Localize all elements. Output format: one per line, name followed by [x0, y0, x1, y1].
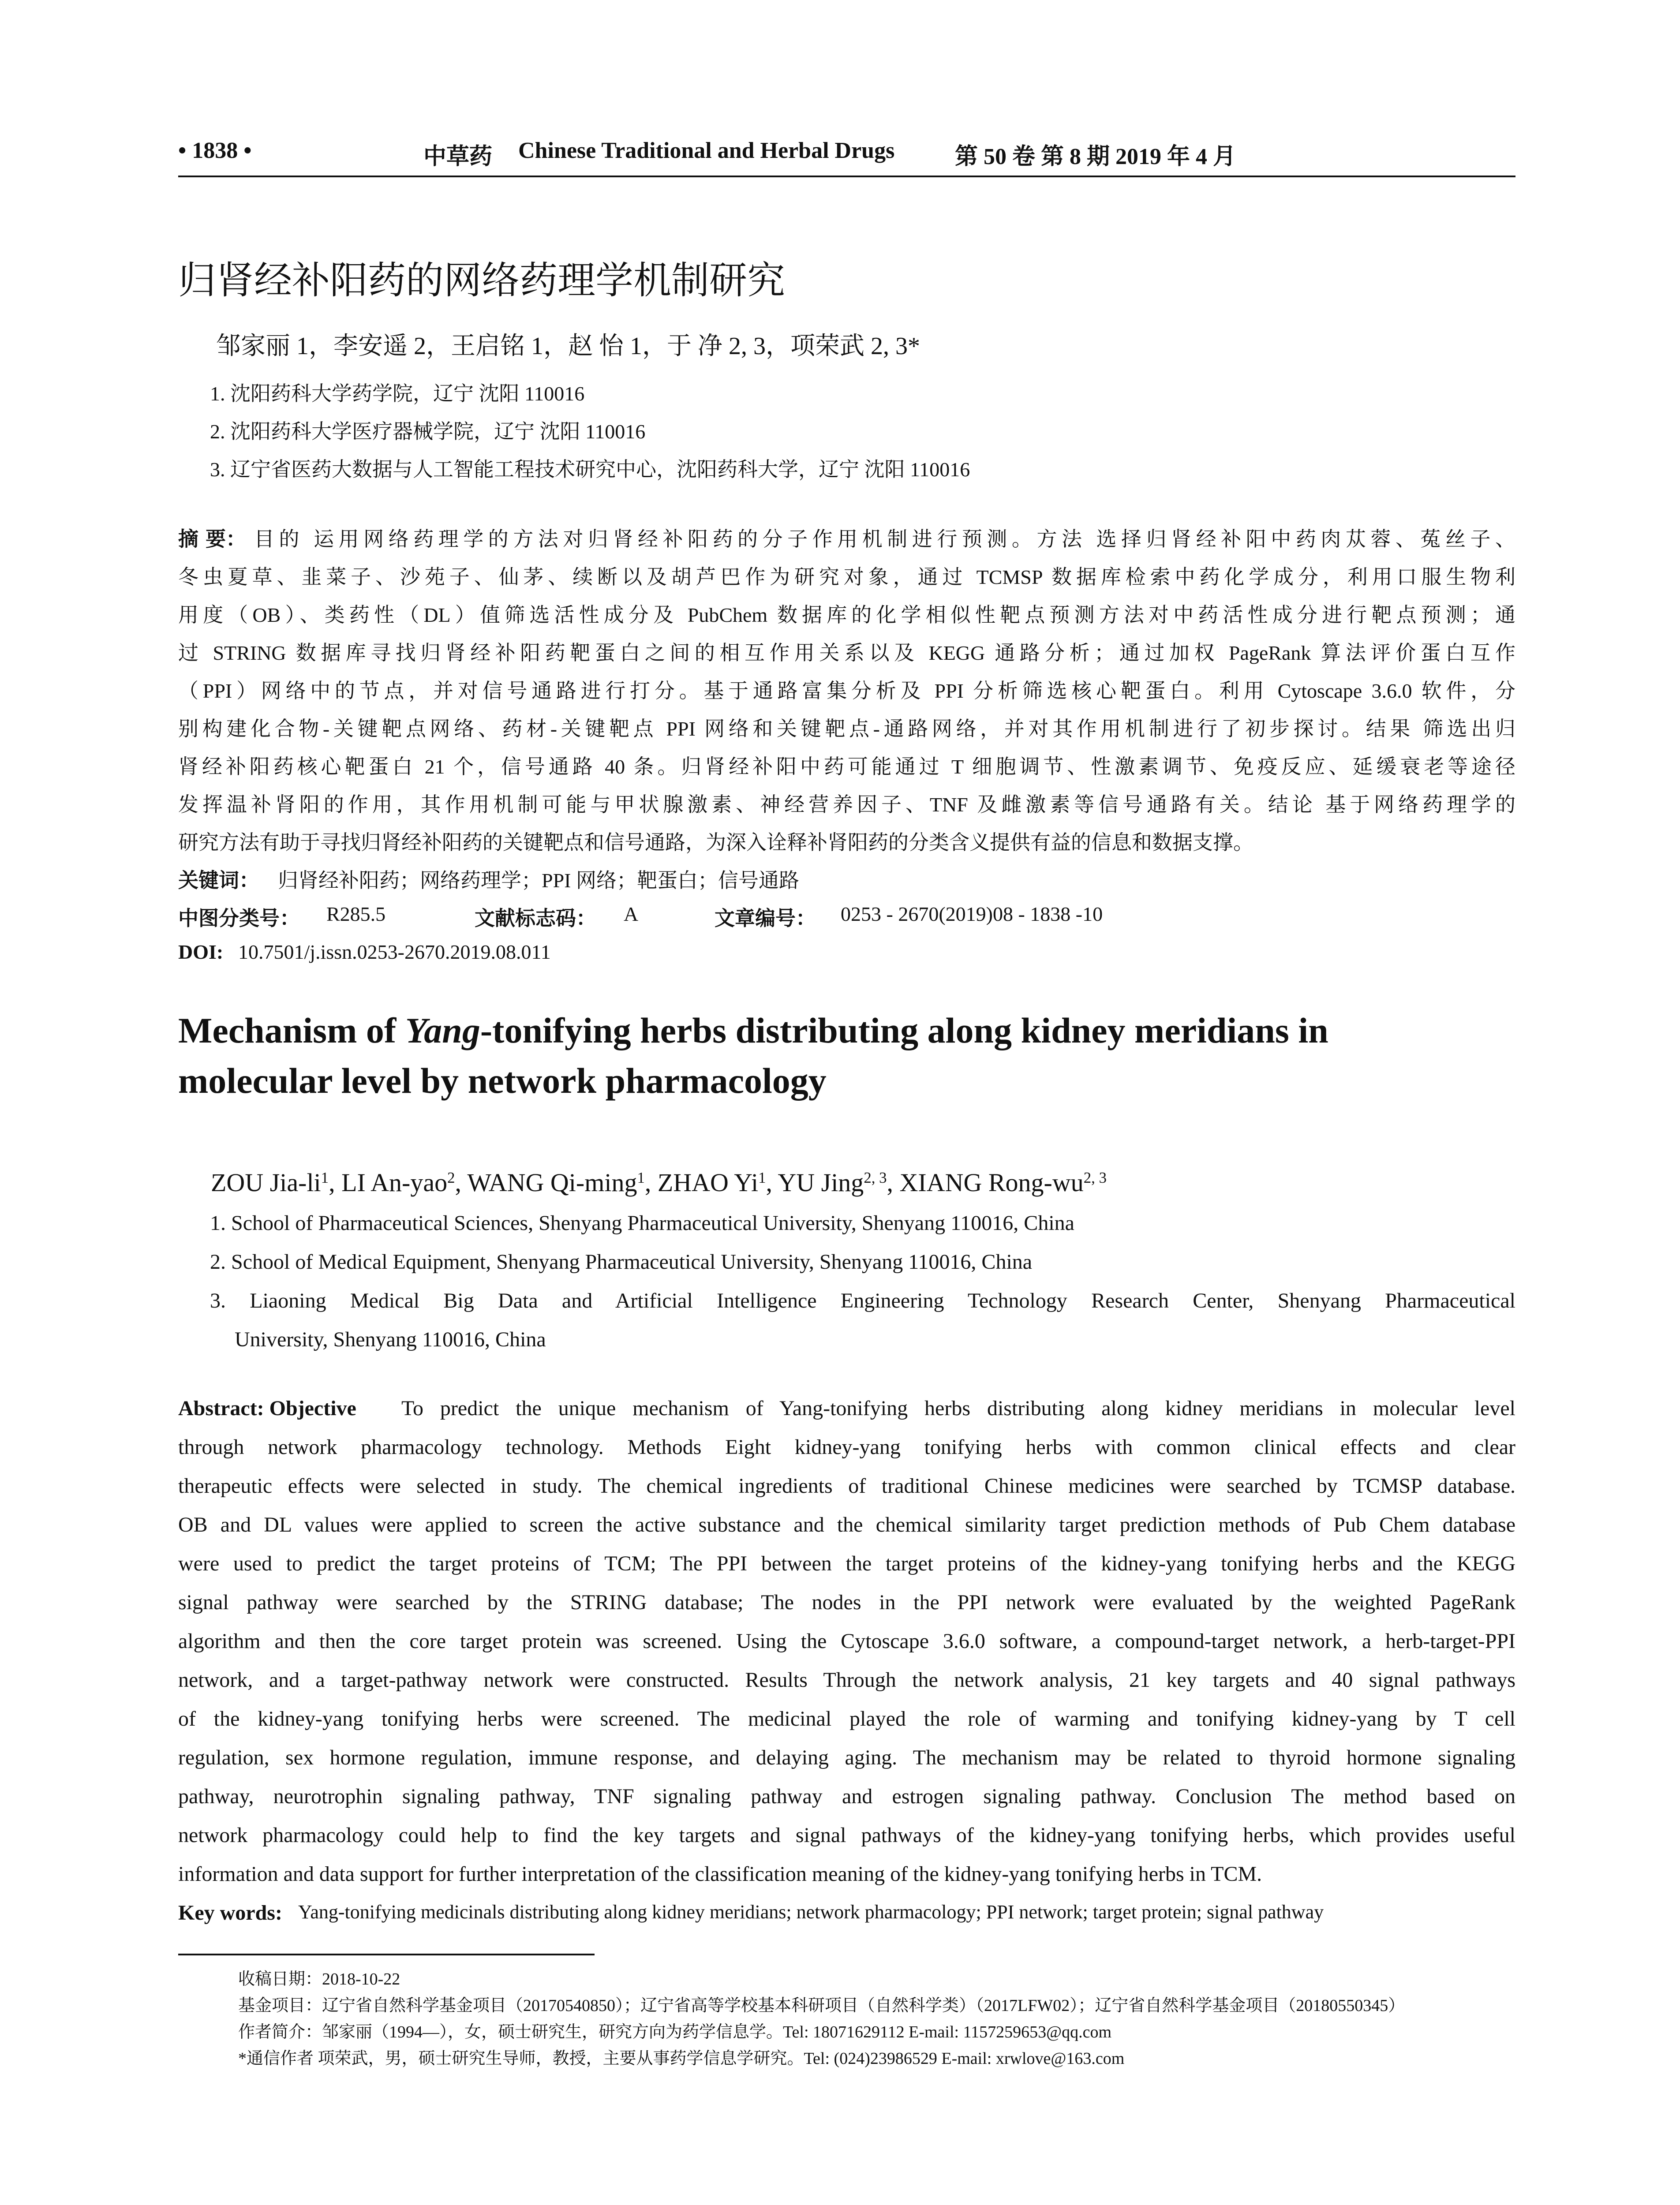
doi-value: 10.7501/j.issn.0253-2670.2019.08.011: [238, 941, 551, 963]
abstract-en-line: through network pharmacology technology. Methods Eight kidney-yang tonifying herbs with common clinical effects and clear: [178, 1435, 1515, 1459]
journal-name-cn: 中草药: [423, 143, 493, 170]
authors-cn: 邹家丽 1，李安遥 2，王启铭 1，赵 怡 1，于 净 2, 3，项荣武 2, 3*: [216, 333, 920, 360]
footnote-funding: 基金项目：辽宁省自然科学基金项目（20170540850）；辽宁省高等学校基本科研项目（自然科学类）（2017LFW02）；辽宁省自然科学基金项目（20180550345）: [238, 1996, 1405, 2015]
journal-name-en: Chinese Traditional and Herbal Drugs: [518, 138, 895, 163]
abstract-en-line: pathway, neurotrophin signaling pathway, TNF signaling pathway and estrogen signaling pathway. Conclusion The method based on: [178, 1785, 1515, 1808]
abstract-en-line: were used to predict the target proteins of TCM; The PPI between the target proteins of the kidney-yang tonifying herbs and the KEGG: [178, 1552, 1515, 1575]
abstract-en-line: algorithm and then the core target protein was screened. Using the Cytoscape 3.6.0 software, a compound-target network, a herb-target-PPI: [178, 1629, 1515, 1653]
affiliation-cn-3: 3. 辽宁省医药大数据与人工智能工程技术研究中心，沈阳药科大学，辽宁 沈阳 110016: [210, 458, 970, 481]
abstract-cn-line: 目的 运用网络药理学的方法对归肾经补阳药的分子作用机制进行预测。方法 选择归肾经补阳中药肉苁蓉、菟丝子、: [254, 528, 1515, 550]
abstract-cn-label: 摘 要：: [178, 527, 247, 551]
affiliation-en-2: 2. School of Medical Equipment, Shenyang Pharmaceutical University, Shenyang 110016, China: [210, 1250, 1033, 1274]
affiliation-cn-2: 2. 沈阳药科大学医疗器械学院，辽宁 沈阳 110016: [210, 420, 646, 443]
abstract-en-line: information and data support for further interpretation of the classification meaning of the kidney-yang tonifying herbs in TCM.: [178, 1862, 1262, 1886]
footnote-received: 收稿日期：2018-10-22: [238, 1970, 400, 1988]
affiliation-cn-1: 1. 沈阳药科大学药学院，辽宁 沈阳 110016: [210, 382, 585, 405]
abstract-en-line: regulation, sex hormone regulation, immune response, and delaying aging. The mechanism may be related to thyroid hormone signaling: [178, 1746, 1515, 1769]
footnote-corresponding: *通信作者 项荣武，男，硕士研究生导师，教授，主要从事药学信息学研究。Tel: (024)23986529 E-mail: xrwlove@163.com: [238, 2049, 1125, 2068]
abstract-en-line: To predict the unique mechanism of Yang-tonifying herbs distributing along kidney meridians in molecular level: [401, 1397, 1515, 1420]
abstract-en-line: of the kidney-yang tonifying herbs were screened. The medicinal played the role of warming and tonifying kidney-yang by T cell: [178, 1707, 1515, 1730]
keywords-cn-label: 关键词：: [178, 868, 259, 892]
abstract-en-line: therapeutic effects were selected in study. The chemical ingredients of traditional Chinese medicines were searched by TCMSP database.: [178, 1474, 1515, 1498]
abstract-cn-line: 过 STRING 数据库寻找归肾经补阳药靶蛋白之间的相互作用关系以及 KEGG 通路分析；通过加权 PageRank 算法评价蛋白互作: [178, 642, 1515, 664]
title-en-line-2: molecular level by network pharmacology: [178, 1061, 827, 1101]
abstract-en-label: Abstract: Objective: [178, 1397, 356, 1420]
abstract-cn-line: 用度（OB）、类药性（DL）值筛选活性成分及 PubChem 数据库的化学相似性靶点预测方法对中药活性成分进行靶点预测；通: [178, 604, 1515, 626]
clc-label: 中图分类号：: [178, 906, 300, 930]
journal-issue: 第 50 卷 第 8 期 2019 年 4 月: [955, 144, 1236, 169]
abstract-en-line: network, and a target-pathway network were constructed. Results Through the network analysis, 21 key targets and 40 signal pathways: [178, 1668, 1515, 1692]
affiliation-en-3-cont: University, Shenyang 110016, China: [235, 1328, 546, 1351]
keywords-cn-text: 归肾经补阳药；网络药理学；PPI 网络；靶蛋白；信号通路: [278, 869, 799, 892]
doc-code-value: A: [624, 903, 639, 925]
keywords-en-text: Yang-tonifying medicinals distributing along kidney meridians; network pharmacology; PPI network; target protein; signal pathway: [298, 1901, 1324, 1923]
abstract-cn-line: 肾经补阳药核心靶蛋白 21 个，信号通路 40 条。归肾经补阳中药可能通过 T 细胞调节、性激素调节、免疫反应、延缓衰老等途径: [178, 755, 1515, 778]
abstract-en-line: network pharmacology could help to find the key targets and signal pathways of the kidney-yang tonifying herbs, which provides useful: [178, 1824, 1515, 1847]
article-number-label: 文章编号：: [715, 906, 816, 930]
header-rule: [178, 176, 1515, 177]
doc-code-label: 文献标志码：: [475, 906, 596, 930]
abstract-cn-line: 研究方法有助于寻找归肾经补阳药的关键靶点和信号通路，为深入诠释补肾阳药的分类含义提供有益的信息和数据支撑。: [178, 831, 1253, 854]
abstract-cn-line: 发挥温补肾阳的作用，其作用机制可能与甲状腺激素、神经营养因子、TNF 及雌激素等信号通路有关。结论 基于网络药理学的: [178, 793, 1515, 816]
article-number-value: 0253 - 2670(2019)08 - 1838 -10: [841, 903, 1103, 925]
keywords-en-label: Key words:: [178, 1901, 282, 1925]
abstract-cn-line: （PPI）网络中的节点，并对信号通路进行打分。基于通路富集分析及 PPI 分析筛选核心靶蛋白。利用 Cytoscape 3.6.0 软件，分: [178, 680, 1515, 702]
abstract-cn-line: 别构建化合物-关键靶点网络、药材-关键靶点 PPI 网络和关键靶点-通路网络，并对其作用机制进行了初步探讨。结果 筛选出归: [178, 718, 1515, 740]
page-number: • 1838 •: [178, 138, 252, 163]
abstract-en-line: OB and DL values were applied to screen the active substance and the chemical similarity target prediction methods of Pub Chem database: [178, 1513, 1515, 1536]
doi-label: DOI:: [178, 941, 224, 963]
footnote-author-bio: 作者简介：邹家丽（1994—），女，硕士研究生，研究方向为药学信息学。Tel: 18071629112 E-mail: 1157259653@qq.com: [238, 2023, 1112, 2041]
footnote-rule: [178, 1954, 595, 1955]
authors-en: ZOU Jia-$li^1$, LI An-yao$^2$, WANG Qi-ming$^1$, ZHAO Yi$^1$, YU Jing$^{2, 3}$, XIANG Rong-wu$^{2, 3}$: [211, 1168, 1107, 1197]
clc-value: R285.5: [326, 903, 386, 925]
title-cn: 归肾经补阳药的网络药理学机制研究: [178, 258, 785, 303]
abstract-cn-line: 冬虫夏草、韭菜子、沙苑子、仙茅、续断以及胡芦巴作为研究对象，通过 TCMSP 数据库检索中药化学成分，利用口服生物利: [178, 566, 1515, 588]
abstract-en-line: signal pathway were searched by the STRING database; The nodes in the PPI network were evaluated by the weighted PageRank: [178, 1591, 1515, 1614]
affiliation-en-1: 1. School of Pharmaceutical Sciences, Shenyang Pharmaceutical University, Shenyang 110016, China: [210, 1211, 1074, 1235]
title-en-line-1: Mechanism of Yang-tonifying herbs distributing along kidney meridians in: [178, 1010, 1328, 1050]
affiliation-en-3: 3. Liaoning Medical Big Data and Artificial Intelligence Engineering Technology Research Center, Shenyang Pharmaceutical: [210, 1289, 1515, 1312]
